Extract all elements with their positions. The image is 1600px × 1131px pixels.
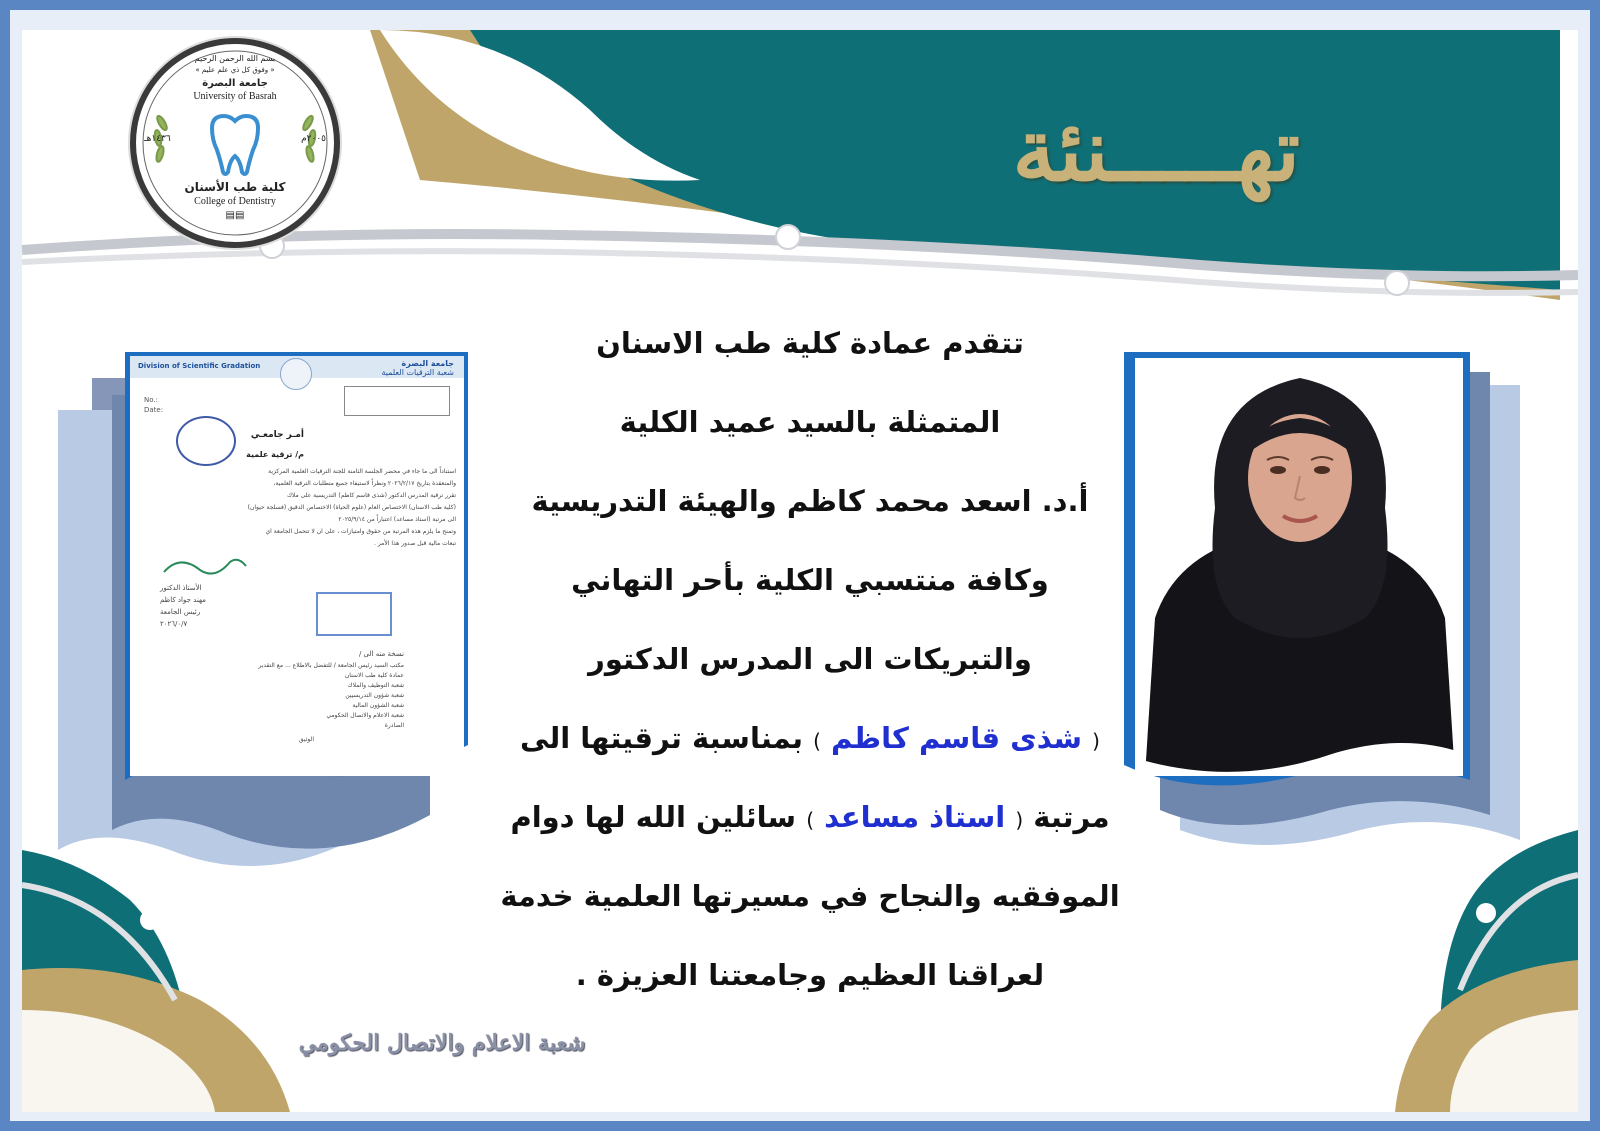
message-line-7-rest: سائلين الله لها دوام: [510, 800, 797, 834]
portrait-illustration: [1135, 358, 1463, 776]
logo-college-en: College of Dentistry: [194, 196, 276, 207]
document-header-ar-2: شعبة الترقيات العلمية: [381, 368, 454, 377]
signature-icon: [160, 552, 250, 582]
logo-university-en: University of Basrah: [193, 91, 277, 102]
message-line-2: المتمثلة بالسيد عميد الكلية: [619, 405, 1001, 439]
document-sign-3: رئيس الجامعة: [160, 608, 201, 616]
logo-verse: « وفوق كل ذي علم عليم »: [195, 66, 275, 74]
message-line-4: وكافة منتسبي الكلية بأحر التهاني: [571, 563, 1049, 597]
document-sign-1: الأستاذ الدكتور: [160, 584, 202, 592]
logo-college-ar: كلية طب الأسنان: [184, 180, 286, 194]
document-header-en: Division of Scientific Gradation: [138, 362, 261, 370]
document-copy-3: شعبة التوظيف والملاك: [347, 682, 404, 689]
message-line-6-rest: بمناسبة ترقيتها الى: [520, 721, 804, 755]
logo-basmala: بسم الله الرحمن الرحيم: [194, 54, 276, 63]
document-body-7: تبعات مالية قبل صدور هذا الأمر .: [374, 540, 456, 547]
honoree-name: شذى قاسم كاظم: [831, 721, 1083, 755]
document-date-label: Date:: [144, 406, 164, 414]
document-copy-5: شعبة الشؤون المالية: [352, 702, 404, 709]
document-body-1: استناداً الى ما جاء في محضر الجلسة الثامنة للجنة الترقيات العلمية المركزية: [268, 468, 456, 475]
document-sign-date: ٢٠٢٦/٠/٧: [160, 620, 188, 628]
logo-university-ar: جامعة البصرة: [202, 78, 268, 89]
document-copy-7: الصادرة: [384, 722, 404, 729]
portrait-photo: [1135, 358, 1463, 776]
academic-rank: استاذ مساعد: [824, 800, 1006, 834]
message-line-7-prefix: مرتبة: [1033, 800, 1110, 834]
document-wave-mask: [130, 736, 464, 776]
name-paren-open: (: [1092, 729, 1100, 753]
message-line-6: [500, 713, 1120, 792]
document-subject: م/ ترقية علمية: [246, 450, 304, 459]
document-no-label: No.:: [144, 396, 158, 404]
document-body-5: الى مرتبة (استاذ مساعد) اعتباراً من ٢٠٢٥/٩/١٤: [338, 516, 456, 523]
document-header-ar-1: جامعة البصرة: [401, 359, 454, 368]
message-line-8: الموفقيه والنجاح في مسيرتها العلمية خدمة: [500, 879, 1120, 913]
message-line-5: والتبريكات الى المدرس الدكتور: [588, 642, 1032, 676]
message-line-1: تتقدم عمادة كلية طب الاسنان: [596, 326, 1024, 360]
tooth-icon: [200, 110, 270, 180]
document-stamp-icon: [176, 416, 236, 466]
book-icon: ▤▤: [225, 210, 245, 221]
document-seal-icon: [280, 358, 312, 390]
document-copy-title: نسخة منه الى /: [358, 650, 404, 658]
document-copy-2: عمادة كلية طب الاسنان: [344, 672, 404, 679]
logo-year-left: ١٤٣٦هـ: [144, 134, 171, 144]
congratulation-message: [500, 318, 1120, 1029]
page-title: تهـــــنئة: [1012, 100, 1300, 201]
message-line-7: [500, 792, 1120, 871]
university-logo: [130, 38, 340, 248]
document-body-6: وتمنح ما يلزم هذه المرتبة من حقوق وامتيازات ، على ان لا تتحمل الجامعة اي: [265, 528, 456, 535]
document-copy-6: شعبة الاعلام والاتصال الحكومي: [326, 712, 404, 719]
rank-paren-close: ): [806, 808, 814, 832]
document-copy-4: شعبة شؤون التدريسيين: [345, 692, 404, 699]
message-line-3: أ.د. اسعد محمد كاظم والهيئة التدريسية: [531, 484, 1089, 518]
rank-paren-open: (: [1015, 808, 1024, 832]
document-body-4: (كلية طب الاسنان) الاختصاص العام (علوم الحياة) الاختصاص الدقيق (فسلجة حيوان): [247, 504, 456, 511]
name-paren-close: ): [813, 729, 821, 753]
message-line-9: لعراقنا العظيم وجامعتنا العزيزة .: [575, 958, 1045, 992]
document-number-box: [344, 386, 450, 416]
document-sign-2: مهند جواد كاظم: [160, 596, 206, 604]
document-footer-word: الوثيق: [298, 736, 314, 743]
document-body-3: تقرر ترقية المدرس الدكتور (شذى قاسم كاظم) التدريسية على ملاك: [286, 492, 456, 499]
logo-year-right: ٢٠٠٥م: [301, 134, 326, 144]
university-order-document: [130, 356, 464, 776]
footer-department-label: شعبة الاعلام والاتصال الحكومي: [298, 1030, 586, 1056]
document-office-stamp: [316, 592, 392, 636]
document-copy-1: مكتب السيد رئيس الجامعة / للتفضل بالاطلاع ... مع التقدير: [258, 662, 404, 669]
document-body-2: والمنعقدة بتاريخ ٢٠٢٦/٢/١٧ ونظراً لاستيفاء جميع متطلبات الترقية العلمية،: [273, 480, 456, 487]
document-order-title: أمـر جامعـي: [250, 430, 304, 440]
